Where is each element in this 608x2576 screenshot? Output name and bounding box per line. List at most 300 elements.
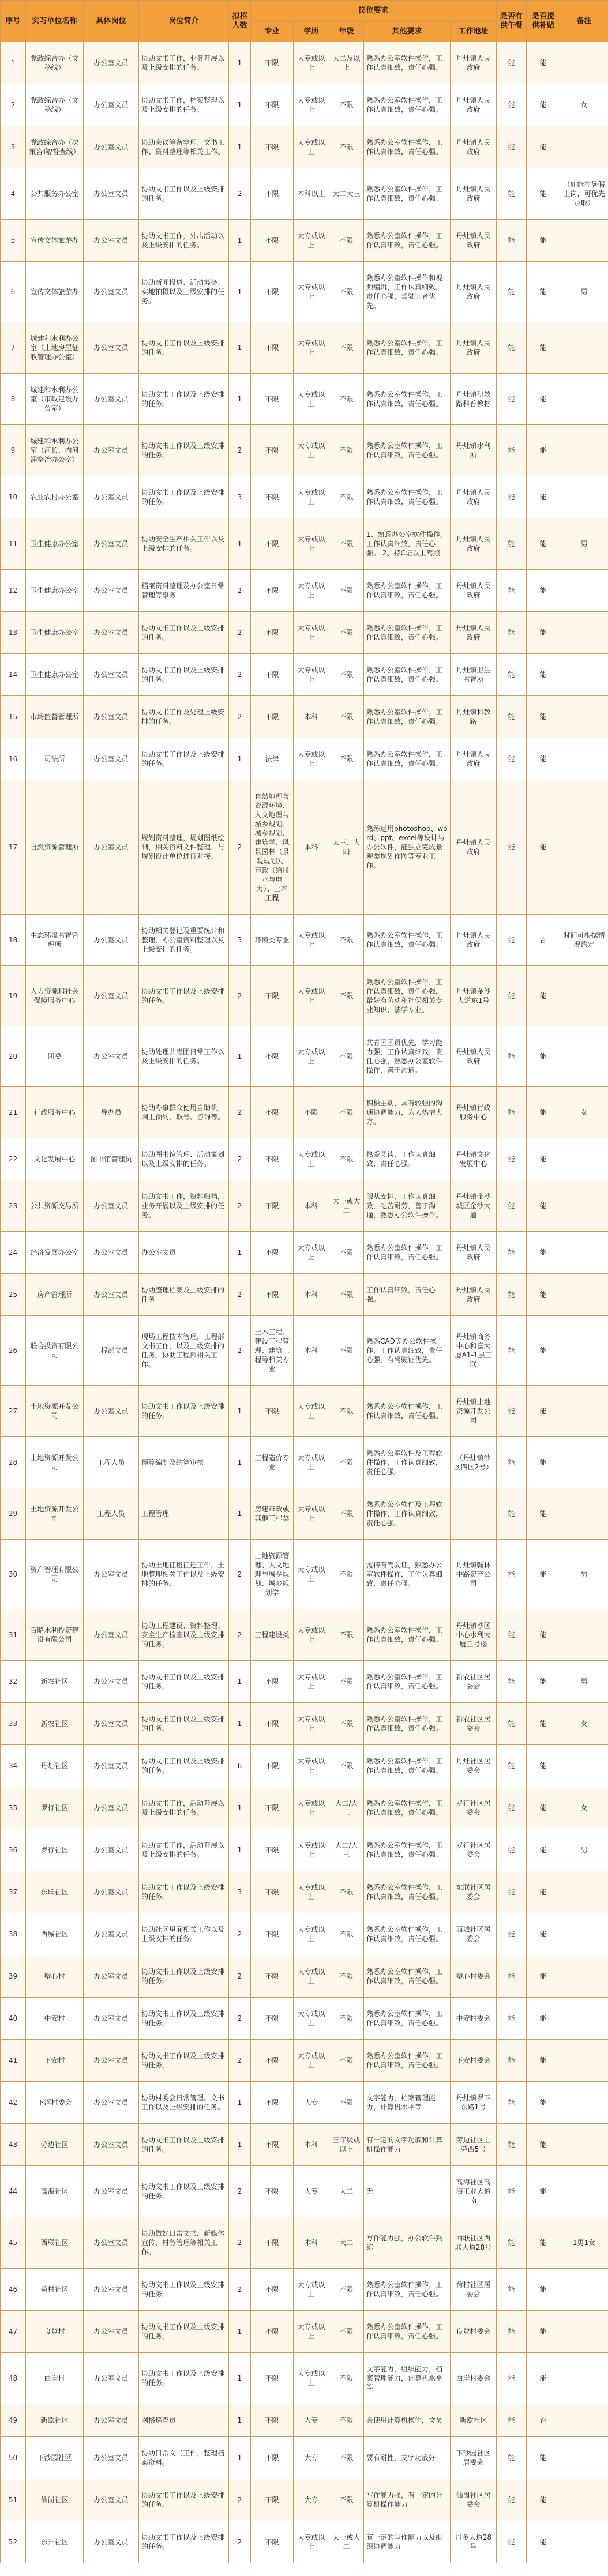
cell-desc: 协助工程建设、资料整理、安全生产检查以及上级安排的任务。 xyxy=(139,1609,229,1661)
cell-post: 办公室文员 xyxy=(84,1703,139,1745)
cell-seq: 37 xyxy=(1,1871,26,1913)
cell-major: 不限 xyxy=(251,1274,294,1316)
table-row xyxy=(1,1386,608,1437)
cell-addr: 丹灶镇人民政府 xyxy=(451,168,497,220)
cell-desc: 协助文书工作以及上级安排的任务。 xyxy=(139,1871,229,1913)
cell-num: 2 xyxy=(229,1540,251,1609)
cell-edu: 本科 xyxy=(294,1180,329,1232)
cell-num: 2 xyxy=(229,1316,251,1386)
cell-unit: 下滘村委会 xyxy=(26,2082,84,2124)
cell-unit: 党政综合办（文秘线） xyxy=(26,42,84,84)
cell-seq: 49 xyxy=(1,2404,26,2437)
table-row xyxy=(1,570,608,612)
cell-desc: 档案资料整理及办公室日常管理等事务 xyxy=(139,570,229,612)
cell-meal: 能 xyxy=(497,42,527,84)
cell-edu: 本科 xyxy=(294,2217,329,2269)
cell-grade: 不限 xyxy=(329,654,364,696)
cell-grade: 不限 xyxy=(329,2311,364,2353)
cell-other: 熟悉办公室软件操作，工作认真细致，责任心强。 xyxy=(364,2311,451,2353)
cell-meal: 能 xyxy=(497,1829,527,1871)
cell-house: 能 xyxy=(527,1871,560,1913)
table-row xyxy=(1,1180,608,1232)
cell-grade: 不限 xyxy=(329,1745,364,1787)
cell-edu: 本科 xyxy=(294,780,329,915)
cell-other: 熟悉办公室软件操作，工作认真细致，责任心强。 xyxy=(364,1829,451,1871)
cell-major: 工程建设类 xyxy=(251,1609,294,1661)
table-row xyxy=(1,42,608,84)
cell-num: 6 xyxy=(229,1745,251,1787)
table-row xyxy=(1,425,608,476)
cell-unit: 人力资源和社会保障服务中心 xyxy=(26,966,84,1026)
cell-desc: 协助文书工作以及上级安排的任务。 xyxy=(139,1661,229,1703)
cell-unit: 卫生健康办公室 xyxy=(26,518,84,570)
cell-addr: 丹灶镇翰林中路资产公司 xyxy=(451,1540,497,1609)
cell-post: 办公室文员 xyxy=(84,1913,139,1955)
cell-house: 能 xyxy=(527,374,560,425)
cell-remark xyxy=(560,1274,608,1316)
cell-house: 能 xyxy=(527,126,560,168)
cell-addr: 下安村委会 xyxy=(451,2040,497,2082)
cell-meal: 能 xyxy=(497,2166,527,2217)
cell-edu: 大专或以上 xyxy=(294,126,329,168)
cell-meal: 能 xyxy=(497,570,527,612)
cell-major: 不限 xyxy=(251,1998,294,2040)
cell-desc: 协助文书工作，业务开展以及上级安排的任务。 xyxy=(139,42,229,84)
cell-post: 办公室文员 xyxy=(84,2311,139,2353)
cell-meal: 能 xyxy=(497,476,527,518)
cell-edu: 不限 xyxy=(294,1087,329,1138)
cell-remark xyxy=(560,1998,608,2040)
cell-edu: 大专或以上 xyxy=(294,1386,329,1437)
cell-edu: 大专或以上 xyxy=(294,1913,329,1955)
cell-meal: 能 xyxy=(497,612,527,654)
cell-seq: 43 xyxy=(1,2124,26,2166)
cell-major: 不限 xyxy=(251,220,294,262)
cell-remark: 女 xyxy=(560,1703,608,1745)
cell-edu: 大专或以上 xyxy=(294,1138,329,1180)
cell-other: 会使用计算机操作，文员 xyxy=(364,2404,451,2437)
cell-addr: 西城社区居委会 xyxy=(451,1913,497,1955)
cell-unit: 公共资源交易所 xyxy=(26,1180,84,1232)
cell-seq: 34 xyxy=(1,1745,26,1787)
cell-grade: 不限 xyxy=(329,1386,364,1437)
cell-post: 办公室文员 xyxy=(84,42,139,84)
cell-seq: 41 xyxy=(1,2040,26,2082)
table-row xyxy=(1,1437,608,1488)
cell-meal: 能 xyxy=(497,1998,527,2040)
cell-desc: 协助文书工作以及上级安排的任务。 xyxy=(139,612,229,654)
table-row xyxy=(1,1787,608,1829)
cell-desc: 协助文书工作以及上级安排的任务。 xyxy=(139,1998,229,2040)
cell-desc: 协助图书馆管理、活动策划以及上级安排的任务。 xyxy=(139,1138,229,1180)
cell-seq: 29 xyxy=(1,1488,26,1540)
cell-other: 熟悉办公室软件操作，工作认真细致，责任心强。 xyxy=(364,42,451,84)
cell-edu: 大专或以上 xyxy=(294,2311,329,2353)
table-row xyxy=(1,1087,608,1138)
cell-seq: 28 xyxy=(1,1437,26,1488)
cell-desc: 协助办事群众使用自助机，网上预约、取号、咨询等。 xyxy=(139,1087,229,1138)
cell-grade: 不限 xyxy=(329,2082,364,2124)
table-row xyxy=(1,2437,608,2479)
table-row xyxy=(1,780,608,915)
cell-addr: 丹灶镇行政服务中心 xyxy=(451,1087,497,1138)
cell-num: 2 xyxy=(229,2269,251,2311)
cell-desc: 预算编制及结算审核 xyxy=(139,1437,229,1488)
header-major: 专业 xyxy=(251,22,294,42)
cell-num: 1 xyxy=(229,1488,251,1540)
cell-grade: 不限 xyxy=(329,322,364,374)
cell-addr: 丹灶社区居委会 xyxy=(451,1745,497,1787)
cell-major: 不限 xyxy=(251,966,294,1026)
cell-seq: 46 xyxy=(1,2269,26,2311)
cell-unit: 房产管理所 xyxy=(26,1274,84,1316)
cell-grade: 不限 xyxy=(329,262,364,322)
cell-desc: 协助社区里面相关工作以及上级安排的任务。 xyxy=(139,1913,229,1955)
cell-grade: 不限 xyxy=(329,1913,364,1955)
cell-num: 2 xyxy=(229,168,251,220)
cell-house: 能 xyxy=(527,1829,560,1871)
cell-other: 熟悉办公室软件操作，工作认真细致，责任心强。 xyxy=(364,84,451,126)
cell-unit: 西岸村 xyxy=(26,2353,84,2404)
cell-desc: 办公室文员 xyxy=(139,1232,229,1274)
cell-house: 能 xyxy=(527,1787,560,1829)
cell-major: 不限 xyxy=(251,612,294,654)
table-row xyxy=(1,1026,608,1087)
cell-house: 能 xyxy=(527,1661,560,1703)
cell-addr: 丹灶镇沙区中心水利大厦三号楼 xyxy=(451,1609,497,1661)
cell-unit: 文化发展中心 xyxy=(26,1138,84,1180)
cell-house: 能 xyxy=(527,780,560,915)
cell-num: 1 xyxy=(229,84,251,126)
header-house: 是否提供补贴 xyxy=(527,1,560,42)
cell-seq: 33 xyxy=(1,1703,26,1745)
cell-major: 不限 xyxy=(251,1955,294,1998)
cell-other: 熟悉办公室软件操作，工作认真细致，责任心强。 xyxy=(364,476,451,518)
cell-desc: 协助文书工作以及上级安排的任务。 xyxy=(139,2269,229,2311)
cell-num: 2 xyxy=(229,1274,251,1316)
cell-other: 熟悉办公室软件操作，工作认真细致，责任心强。 xyxy=(364,322,451,374)
cell-desc: 协助文书工作以及上级安排的任务。 xyxy=(139,1955,229,1998)
cell-other: 熟悉办公室软件操作，工作认真细致，责任心强。 xyxy=(364,1609,451,1661)
cell-edu: 大专或以上 xyxy=(294,1871,329,1913)
cell-grade: 大一或大二 xyxy=(329,2521,364,2563)
cell-unit: 土地资源开发公司 xyxy=(26,1488,84,1540)
cell-desc: 协助文书工作以及上级安排的任务。 xyxy=(139,738,229,780)
cell-seq: 21 xyxy=(1,1087,26,1138)
cell-post: 工程部文员 xyxy=(84,1316,139,1386)
cell-edu: 大专或以上 xyxy=(294,2353,329,2404)
cell-grade: 不限 xyxy=(329,476,364,518)
cell-desc: 协助文书工作以及上级安排的任务。 xyxy=(139,374,229,425)
cell-post: 工程人员 xyxy=(84,1488,139,1540)
cell-other: 熟悉办公室软件操作，工作认真细致，责任心强，最好有劳动和社保相关专业知识，法学专业。 xyxy=(364,966,451,1026)
cell-desc: 工程管理 xyxy=(139,1488,229,1540)
cell-other: 熟悉办公室软件操作，工作认真细致，责任心强。 xyxy=(364,1661,451,1703)
cell-remark xyxy=(560,612,608,654)
cell-post: 办公室文员 xyxy=(84,1998,139,2040)
cell-grade: 不限 xyxy=(329,1232,364,1274)
cell-major: 不限 xyxy=(251,2269,294,2311)
cell-other: 熟悉办公室软件操作，工作认真细致，责任心强。 xyxy=(364,126,451,168)
cell-post: 办公室文员 xyxy=(84,2217,139,2269)
cell-other: 需持有驾驶证，熟悉办公室软件操作，工作认真细致，责任心强。 xyxy=(364,1540,451,1609)
cell-edu: 大专或以上 xyxy=(294,322,329,374)
cell-num: 1 xyxy=(229,1787,251,1829)
cell-edu: 大专 xyxy=(294,2479,329,2521)
cell-remark: 男 xyxy=(560,1540,608,1609)
cell-edu: 大专或以上 xyxy=(294,1540,329,1609)
cell-other: 熟悉办公室软件操作，工作认真细致，责任心强。 xyxy=(364,1703,451,1745)
cell-house: 否 xyxy=(527,2404,560,2437)
cell-seq: 50 xyxy=(1,2437,26,2479)
table-body xyxy=(1,42,608,2563)
cell-grade: 不限 xyxy=(329,1955,364,1998)
cell-major: 环境类专业 xyxy=(251,915,294,966)
cell-meal: 能 xyxy=(497,1703,527,1745)
cell-remark: 男 xyxy=(560,262,608,322)
cell-other: 熟悉办公室软件操作，工作认真细致，责任心强。 xyxy=(364,1232,451,1274)
cell-post: 办公室文员 xyxy=(84,126,139,168)
cell-desc: 协助文书工作以及上级安排的任务。 xyxy=(139,168,229,220)
cell-meal: 能 xyxy=(497,374,527,425)
cell-other: 熟悉办公室软件操作，工作认真细致，责任心强。 xyxy=(364,1745,451,1787)
cell-grade: 三年级或以上 xyxy=(329,2124,364,2166)
cell-meal: 能 xyxy=(497,1745,527,1787)
cell-num: 1 xyxy=(229,2437,251,2479)
table-row xyxy=(1,220,608,262)
cell-addr: 丹灶镇罗下东路1号 xyxy=(451,2082,497,2124)
cell-edu: 大专或以上 xyxy=(294,1232,329,1274)
cell-num: 1 xyxy=(229,220,251,262)
table-row xyxy=(1,1913,608,1955)
cell-num: 2 xyxy=(229,780,251,915)
cell-edu: 大专或以上 xyxy=(294,84,329,126)
table-row xyxy=(1,1274,608,1316)
cell-unit: 农业农村办公室 xyxy=(26,476,84,518)
cell-other: 工作认真细致，责任心强。 xyxy=(364,1274,451,1316)
cell-desc: 协助文书工作以及上级安排的任务。 xyxy=(139,2311,229,2353)
cell-unit: 西联社区 xyxy=(26,2217,84,2269)
cell-post: 办公室文员 xyxy=(84,476,139,518)
header-other: 其他要求 xyxy=(364,22,451,42)
cell-post: 办公室文员 xyxy=(84,1955,139,1998)
cell-edu: 本科以上 xyxy=(294,168,329,220)
cell-house: 能 xyxy=(527,1488,560,1540)
cell-post: 办公室文员 xyxy=(84,2353,139,2404)
cell-addr: 劳边社区上劳西5号 xyxy=(451,2124,497,2166)
table-row xyxy=(1,738,608,780)
cell-post: 办公室文员 xyxy=(84,1274,139,1316)
cell-desc: 协助文书工作，资料归档，业务开展以及上级安排的任务。 xyxy=(139,1180,229,1232)
cell-seq: 47 xyxy=(1,2311,26,2353)
cell-meal: 能 xyxy=(497,1087,527,1138)
cell-grade: 不限 xyxy=(329,915,364,966)
cell-num: 2 xyxy=(229,1180,251,1232)
cell-meal: 能 xyxy=(497,1540,527,1609)
cell-remark xyxy=(560,2521,608,2563)
cell-grade: 大一或大二 xyxy=(329,1180,364,1232)
cell-addr: 新农社区居委会 xyxy=(451,1703,497,1745)
cell-unit: 市场监督管理所 xyxy=(26,696,84,738)
cell-other: 热爱阅读，工作认真细致，责任心强。 xyxy=(364,1138,451,1180)
cell-seq: 27 xyxy=(1,1386,26,1437)
cell-unit: 联合投资有限公司 xyxy=(26,1316,84,1386)
cell-seq: 4 xyxy=(1,168,26,220)
cell-addr: 罗行社区居委会 xyxy=(451,1829,497,1871)
cell-house: 能 xyxy=(527,1386,560,1437)
header-num: 拟招人数 xyxy=(229,1,251,42)
cell-post: 办公室文员 xyxy=(84,738,139,780)
cell-post: 办公室文员 xyxy=(84,168,139,220)
cell-major: 不限 xyxy=(251,2521,294,2563)
cell-edu: 大专或以上 xyxy=(294,2521,329,2563)
cell-meal: 能 xyxy=(497,780,527,915)
cell-remark xyxy=(560,374,608,425)
cell-major: 工程造价专业 xyxy=(251,1437,294,1488)
cell-post: 办公室文员 xyxy=(84,1661,139,1703)
cell-unit: 西城社区 xyxy=(26,1913,84,1955)
table-row xyxy=(1,2217,608,2269)
cell-post: 办公室文员 xyxy=(84,2082,139,2124)
cell-post: 办公室文员 xyxy=(84,374,139,425)
cell-post: 办公室文员 xyxy=(84,1829,139,1871)
cell-grade: 不限 xyxy=(329,2269,364,2311)
cell-meal: 能 xyxy=(497,2269,527,2311)
cell-num: 1 xyxy=(229,1386,251,1437)
cell-remark xyxy=(560,2040,608,2082)
table-row xyxy=(1,1540,608,1609)
cell-unit: 资产管理有限公司 xyxy=(26,1540,84,1609)
cell-num: 3 xyxy=(229,915,251,966)
cell-seq: 3 xyxy=(1,126,26,168)
cell-desc: 协助文书工作以及上级安排的任务。 xyxy=(139,2124,229,2166)
cell-desc: 协助安全生产相关工作以及上级安排的任务。 xyxy=(139,518,229,570)
cell-edu: 大专或以上 xyxy=(294,1661,329,1703)
cell-unit: 行政服务中心 xyxy=(26,1087,84,1138)
table-row xyxy=(1,1138,608,1180)
cell-seq: 25 xyxy=(1,1274,26,1316)
cell-addr: 良登村委会 xyxy=(451,2311,497,2353)
cell-meal: 能 xyxy=(497,1787,527,1829)
cell-seq: 52 xyxy=(1,2521,26,2563)
cell-edu: 大专或以上 xyxy=(294,966,329,1026)
cell-desc: 协助文书工作以及上级安排的任务。 xyxy=(139,1386,229,1437)
cell-remark: 男 xyxy=(560,518,608,570)
cell-meal: 能 xyxy=(497,1274,527,1316)
cell-addr: 丹灶镇研教路科普教材 xyxy=(451,374,497,425)
cell-other: 熟悉办公室软件操作，工作认真细致，责任心强。 xyxy=(364,2040,451,2082)
cell-meal: 能 xyxy=(497,425,527,476)
cell-major: 不限 xyxy=(251,126,294,168)
cell-post: 办公室文员 xyxy=(84,915,139,966)
cell-remark: 男 xyxy=(560,1661,608,1703)
cell-addr: 丹灶镇人民政府 xyxy=(451,570,497,612)
cell-unit: 城建和水利办公室（市政建设办公室） xyxy=(26,374,84,425)
cell-seq: 24 xyxy=(1,1232,26,1274)
cell-edu: 大专或以上 xyxy=(294,1998,329,2040)
cell-house: 能 xyxy=(527,1316,560,1386)
cell-house: 能 xyxy=(527,1232,560,1274)
cell-remark xyxy=(560,2479,608,2521)
table-row xyxy=(1,1316,608,1386)
cell-num: 2 xyxy=(229,1913,251,1955)
cell-remark xyxy=(560,476,608,518)
header-requirements-group: 岗位要求 xyxy=(251,1,497,22)
cell-seq: 20 xyxy=(1,1026,26,1087)
table-row xyxy=(1,476,608,518)
cell-major: 不限 xyxy=(251,42,294,84)
cell-remark: 1男1女 xyxy=(560,2217,608,2269)
cell-seq: 30 xyxy=(1,1540,26,1609)
cell-other: 熟悉办公室软件操作，工作认真细致，责任心强。 xyxy=(364,374,451,425)
cell-grade: 不限 xyxy=(329,738,364,780)
table-row xyxy=(1,2353,608,2404)
cell-edu: 大专或以上 xyxy=(294,2040,329,2082)
cell-major: 不限 xyxy=(251,696,294,738)
cell-other: 熟悉办公室软件操作，工作认真细致，责任心强。 xyxy=(364,654,451,696)
cell-addr: 丹金大道28号 xyxy=(451,2521,497,2563)
cell-remark xyxy=(560,42,608,84)
cell-addr: 丹灶镇土地资源开发公司 xyxy=(451,1386,497,1437)
cell-unit: 良登村 xyxy=(26,2311,84,2353)
cell-edu: 大专或以上 xyxy=(294,654,329,696)
cell-house: 能 xyxy=(527,1138,560,1180)
cell-meal: 能 xyxy=(497,1661,527,1703)
cell-num: 1 xyxy=(229,374,251,425)
cell-edu: 大专或以上 xyxy=(294,42,329,84)
cell-major: 不限 xyxy=(251,1180,294,1232)
cell-house: 能 xyxy=(527,1745,560,1787)
cell-unit: 土地资源开发公司 xyxy=(26,1386,84,1437)
cell-seq: 31 xyxy=(1,1609,26,1661)
cell-desc: 协助文书工作，活动开展以及上级安排的任务。 xyxy=(139,1787,229,1829)
cell-seq: 32 xyxy=(1,1661,26,1703)
table-row xyxy=(1,2311,608,2353)
cell-major: 不限 xyxy=(251,1787,294,1829)
cell-addr: 塱心村委会 xyxy=(451,1955,497,1998)
cell-house: 能 xyxy=(527,1540,560,1609)
cell-meal: 能 xyxy=(497,518,527,570)
cell-meal: 能 xyxy=(497,1609,527,1661)
cell-house: 能 xyxy=(527,2040,560,2082)
cell-grade: 不限 xyxy=(329,1609,364,1661)
cell-grade: 不限 xyxy=(329,126,364,168)
cell-desc: 协助整理档案及上级安排的任务 xyxy=(139,1274,229,1316)
cell-addr: 丹灶镇人民政府 xyxy=(451,322,497,374)
cell-seq: 8 xyxy=(1,374,26,425)
table-row xyxy=(1,2124,608,2166)
cell-meal: 能 xyxy=(497,168,527,220)
cell-house: 能 xyxy=(527,2082,560,2124)
cell-grade: 不限 xyxy=(329,1488,364,1540)
cell-num: 1 xyxy=(229,2311,251,2353)
cell-post: 办公室文员 xyxy=(84,262,139,322)
cell-meal: 能 xyxy=(497,654,527,696)
cell-other: 熟悉办公室软件操作，工作认真细致，责任心强。 xyxy=(364,1386,451,1437)
cell-other: 熟悉办公室软件操作和视频编辑，工作认真细致，责任心强，驾驶证者优先。 xyxy=(364,262,451,322)
cell-seq: 35 xyxy=(1,1787,26,1829)
cell-desc: 协助文书工作，档案整理以及上级安排的任务。 xyxy=(139,84,229,126)
cell-major: 不限 xyxy=(251,84,294,126)
cell-meal: 能 xyxy=(497,1955,527,1998)
cell-meal: 能 xyxy=(497,2353,527,2404)
table-row xyxy=(1,2404,608,2437)
cell-num: 2 xyxy=(229,1998,251,2040)
cell-major: 不限 xyxy=(251,1703,294,1745)
cell-seq: 5 xyxy=(1,220,26,262)
cell-grade: 不限 xyxy=(329,84,364,126)
cell-seq: 9 xyxy=(1,425,26,476)
